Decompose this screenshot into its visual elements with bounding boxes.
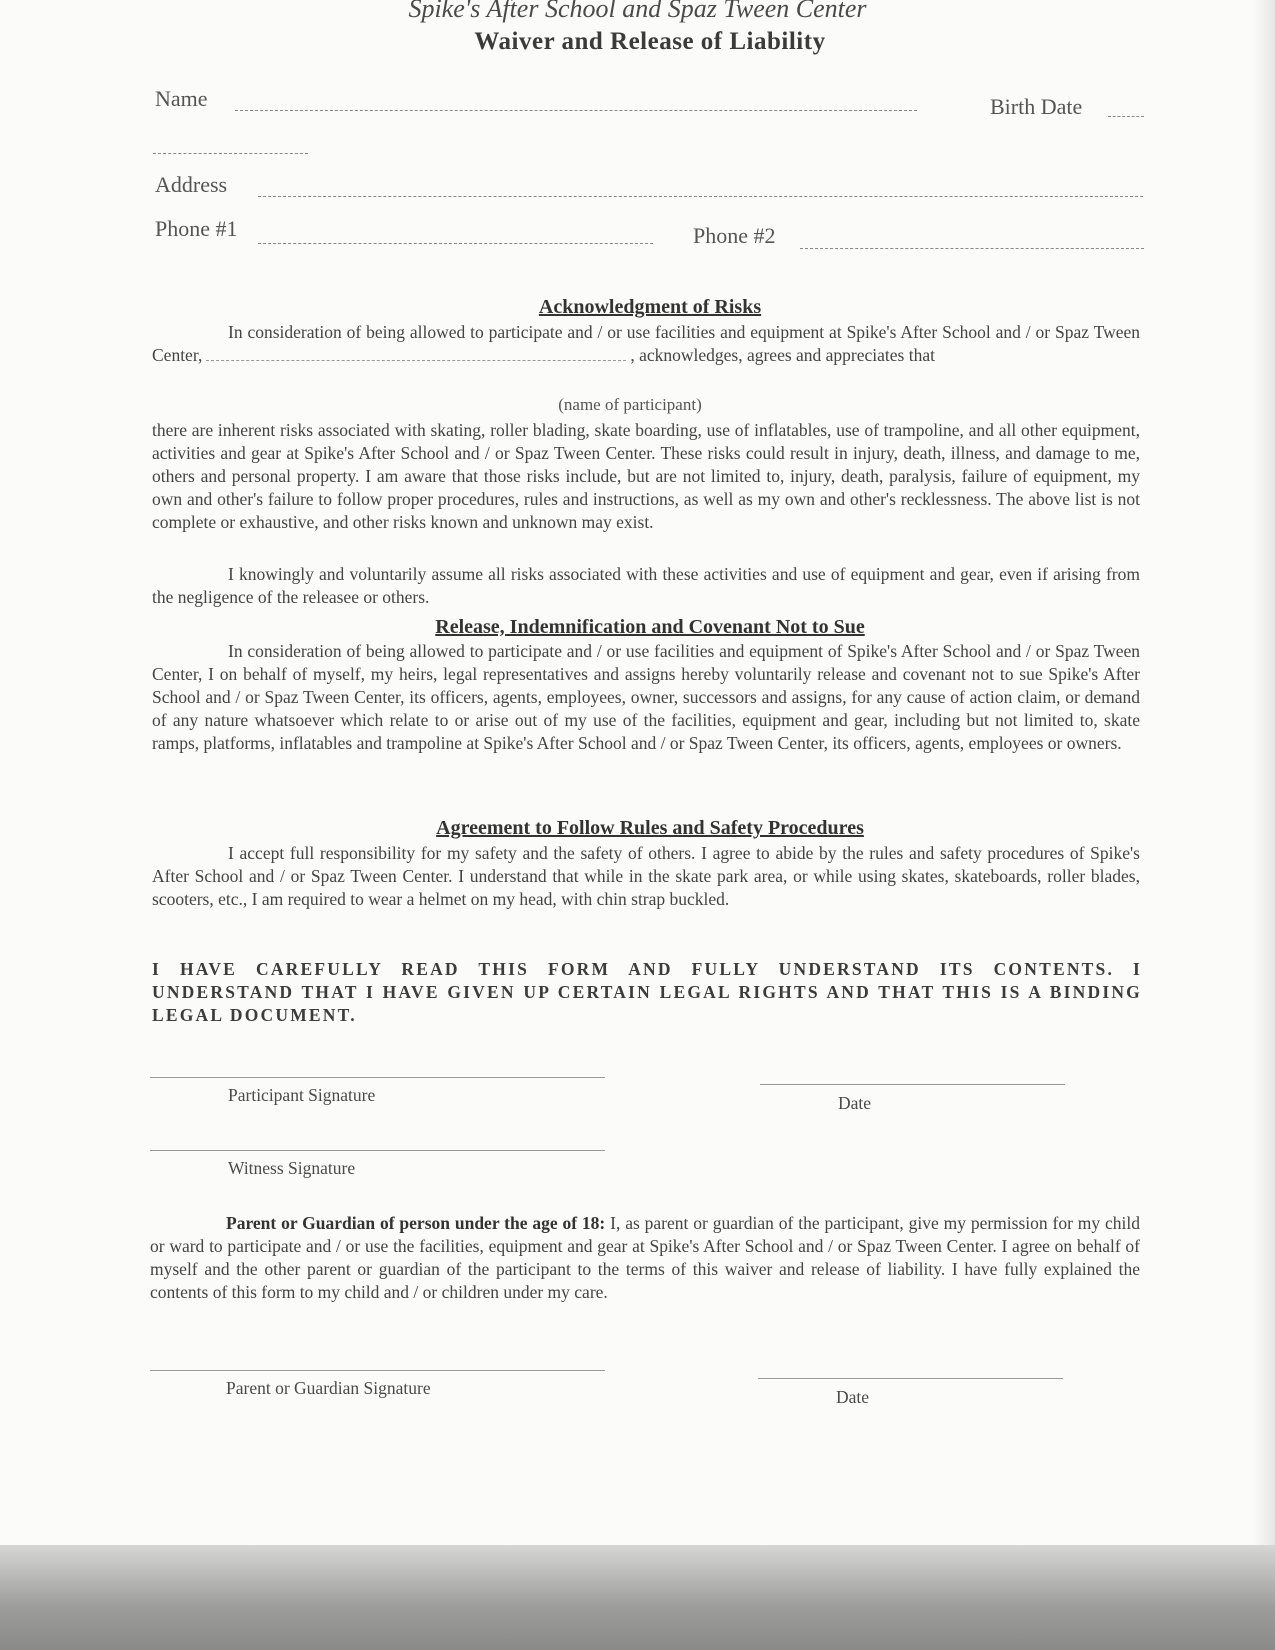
address-label: Address <box>155 172 228 197</box>
rules-heading: Agreement to Follow Rules and Safety Procedures <box>436 817 864 839</box>
center-name-title: Spike's After School and Spaz Tween Center <box>408 0 867 23</box>
guardian-paragraph <box>150 1212 1140 1304</box>
acknowledgment-intro <box>152 321 1140 367</box>
acknowledgment-intro-text-end: , acknowledges, agrees and appreciates that <box>630 345 935 365</box>
birth-date-label: Birth Date <box>990 94 1083 119</box>
guardian-date-label: Date <box>836 1387 870 1407</box>
guardian-lead: Parent or Guardian of person under the age of 18: <box>226 1213 606 1233</box>
scan-edge-shadow <box>1253 0 1275 1545</box>
phone1-field[interactable] <box>258 243 653 244</box>
phone2-label: Phone #2 <box>693 223 776 248</box>
scan-bottom-shadow <box>0 1545 1275 1650</box>
witness-signature-field[interactable] <box>150 1150 605 1151</box>
waiver-title: Waiver and Release of Liability <box>474 28 826 55</box>
release-heading: Release, Indemnification and Covenant Not to Sue <box>435 616 865 638</box>
address-field[interactable] <box>258 196 1143 197</box>
name-label: Name <box>155 86 208 111</box>
birth-date-field-cont[interactable] <box>153 153 308 154</box>
participant-name-field[interactable] <box>206 360 626 361</box>
release-paragraph: In consideration of being allowed to participate and / or use facilities and equipment of Spike's After School and / or Spaz Tween Center, I on behalf of myself, my heirs, legal representatives and assigns hereby voluntarily release and covenant not to sue Spike's After School and / or Spaz Tween Center, its officers, agents, employees, owner, successors and assigns, for any cause of action claim, or demand of any nature whatsoever which relate to or arise out of my use of the facilities, equipment and gear, including but not limited to, skate ramps, platforms, inflatables and trampoline at Spike's After School and / or Spaz Tween Center, its officers, agents, employees or owners. <box>152 641 1140 753</box>
participant-date-field[interactable] <box>760 1084 1065 1085</box>
guardian-signature-field[interactable] <box>150 1370 605 1371</box>
acknowledgment-intro-text: In consideration of being allowed to participate and / or use facilities and equipment at Spike's After School and / or Spaz Tween Center, <box>152 322 1140 365</box>
risks-paragraph: there are inherent risks associated with skating, roller blading, skate boarding, use of inflatables, use of trampoline, and all other equipment, activities and gear at Spike's After School and / or Spaz Tween Center. These risks could result in injury, death, illness, and damage to me, others and personal property. I am aware that those risks include, but are not limited to, injury, death, paralysis, failure of equipment, my own and other's failure to follow proper procedures, rules and instructions, as well as my own and other's recklessness. The above list is not complete or exhaustive, and other risks known and unknown may exist. <box>152 420 1140 532</box>
phone2-field[interactable] <box>800 248 1144 249</box>
participant-signature-label: Participant Signature <box>228 1085 376 1105</box>
birth-date-field[interactable] <box>1108 116 1144 117</box>
phone1-label: Phone #1 <box>155 216 238 241</box>
participant-name-note: (name of participant) <box>558 395 702 414</box>
acknowledgment-statement: I HAVE CAREFULLY READ THIS FORM AND FULLY UNDERSTAND ITS CONTENTS. I UNDERSTAND THAT I HAVE GIVEN UP CERTAIN LEGAL RIGHTS AND THAT THIS IS A BINDING LEGAL DOCUMENT. <box>152 959 1142 1025</box>
name-field[interactable] <box>235 110 917 111</box>
rules-paragraph: I accept full responsibility for my safety and the safety of others. I agree to abide by the rules and safety procedures of Spike's After School and / or Spaz Tween Center. I understand that while in the skate park area, or while using skates, skateboards, roller blades, scooters, etc., I am required to wear a helmet on my head, with chin strap buckled. <box>152 843 1140 909</box>
witness-signature-label: Witness Signature <box>228 1158 356 1178</box>
guardian-date-field[interactable] <box>758 1378 1063 1379</box>
acknowledgment-heading: Acknowledgment of Risks <box>538 296 762 318</box>
participant-signature-field[interactable] <box>150 1077 605 1078</box>
assume-risk-paragraph: I knowingly and voluntarily assume all risks associated with these activities and use of equipment and gear, even if arising from the negligence of the releasee or others. <box>152 564 1140 607</box>
participant-date-label: Date <box>838 1093 872 1113</box>
guardian-body: I, as parent or guardian of the participant, give my permission for my child or ward to participate and / or use the facilities, equipment and gear at Spike's After School and / or Spaz Tween Center. I agree on behalf of myself and the other parent or guardian of the participant to the terms of this waiver and release of liability. I have fully explained the contents of this form to my child and / or children under my care. <box>150 1213 1140 1302</box>
guardian-signature-label: Parent or Guardian Signature <box>226 1378 431 1398</box>
